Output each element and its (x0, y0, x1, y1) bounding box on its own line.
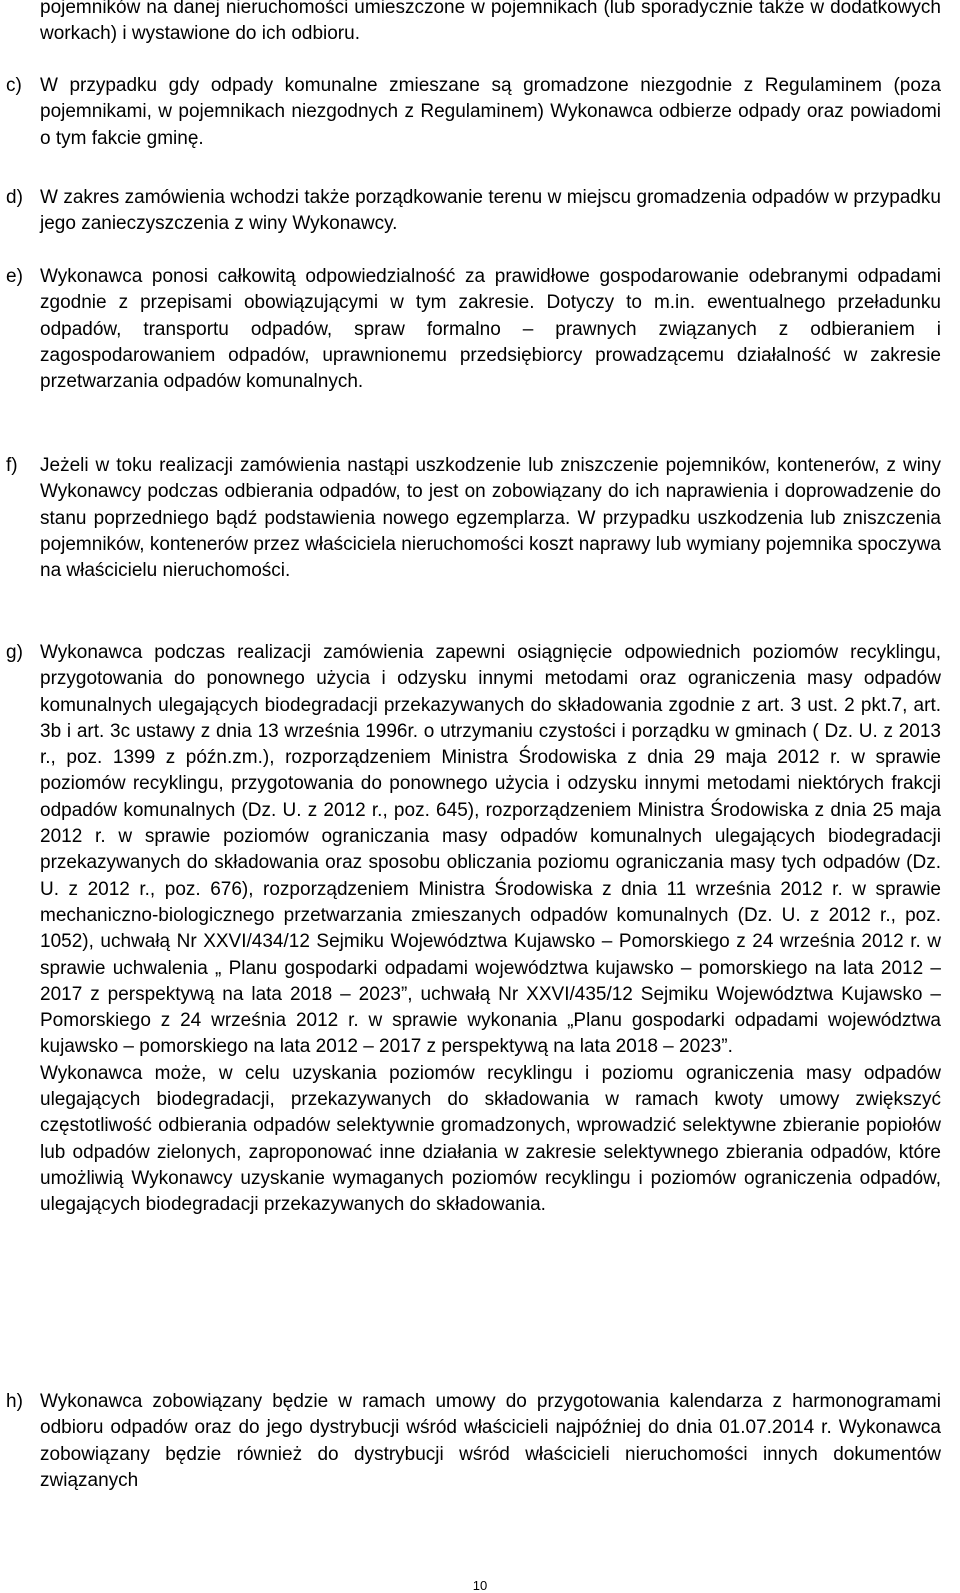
list-item-e (6, 264, 941, 395)
list-marker: e) (6, 266, 23, 287)
list-item-text: W zakres zamówienia wchodzi także porządkowanie terenu w miejscu gromadzenia odpadów w przypadku jego zanieczyszczenia z winy Wykonawcy. (40, 187, 941, 235)
list-item-d (6, 185, 941, 238)
list-marker: h) (6, 1391, 23, 1412)
list-item-text-continued: Wykonawca może, w celu uzyskania poziomów recyklingu i poziomu ograniczenia masy odpadów ulegających biodegradacji, przekazywanych do składowania w ramach kwoty umowy zwiększyć częstotliwość odbierania odpadów selektywnie gromadzonych, wprowadzić selektywne zbieranie popiołów lub odpadów zielonych, zaproponować inne działania w zakresie selektywnego zbierania odpadów, które umożliwią Wykonawcy uzyskanie wymaganych poziomów recyklingu i poziomów ograniczenia odpadów, ulegających biodegradacji przekazywanych do składowania. (40, 1062, 941, 1216)
list-item-text: Wykonawca zobowiązany będzie w ramach umowy do przygotowania kalendarza z harmonogramami odbioru odpadów oraz do jego dystrybucji wśród właścicieli najpóźniej do dnia 01.07.2014 r. Wykonawca zobowiązany będzie również do dystrybucji wśród właścicieli nieruchomości innych dokumentów związanych (40, 1391, 941, 1491)
page-number: 10 (472, 1578, 488, 1593)
list-marker: f) (6, 455, 18, 476)
list-marker: c) (6, 75, 22, 96)
list-item-text: Jeżeli w toku realizacji zamówienia nastąpi uszkodzenie lub zniszczenie pojemników, kontenerów, z winy Wykonawcy podczas odbierania odpadów, to jest on zobowiązany do ich naprawienia i doprowadzenie do stanu poprzedniego bądź podstawienia nowego egzemplarza. W przypadku uszkodzenia lub zniszczenia pojemników, kontenerów przez właściciela nieruchomości koszt naprawy lub wymiany pojemnika spoczywa na właścicielu nieruchomości. (40, 455, 941, 582)
list-marker: g) (6, 642, 23, 663)
list-item-g (6, 640, 941, 1219)
list-item-h (6, 1389, 941, 1494)
paragraph-text: pojemników na danej nieruchomości umieszczone w pojemnikach (lub sporadycznie także w dodatkowych workach) i wystawione do ich odbioru. (40, 0, 941, 45)
list-item-f (6, 453, 941, 584)
list-item-c (6, 73, 941, 152)
list-item-text: Wykonawca ponosi całkowitą odpowiedzialność za prawidłowe gospodarowanie odebranymi odpadami zgodnie z przepisami obowiązującymi w tym zakresie. Dotyczy to m.in. ewentualnego przeładunku odpadów, transportu odpadów, spraw formalno – prawnych związanych z odbieraniem i zagospodarowaniem odpadów, uprawnionemu przedsiębiorcy prowadzącemu działalność w zakresie przetwarzania odpadów komunalnych. (40, 266, 941, 393)
list-item-text: W przypadku gdy odpady komunalne zmieszane są gromadzone niezgodnie z Regulaminem (poza pojemnikami, w pojemnikach niezgodnych z Regulaminem) Wykonawca odbierze odpady oraz powiadomi o tym fakcie gminę. (40, 75, 941, 149)
list-marker: d) (6, 187, 23, 208)
list-item-text: Wykonawca podczas realizacji zamówienia zapewni osiągnięcie odpowiednich poziomów recyklingu, przygotowania do ponownego użycia i odzysku innymi metodami oraz ograniczenia masy odpadów komunalnych ulegających biodegradacji przekazywanych do składowania zgodnie z art. 3 ust. 2 pkt.7, art. 3b i art. 3c ustawy z dnia 13 września 1996r. o utrzymaniu czystości i porządku w gminach ( Dz. U. z 2013 r., poz. 1399 z późn.zm.), rozporządzeniem Ministra Środowiska z dnia 29 maja 2012 r. w sprawie poziomów recyklingu, przygotowania do ponownego użycia i odzysku innymi metodami niektórych frakcji odpadów komunalnych (Dz. U. z 2012 r., poz. 645), rozporządzeniem Ministra Środowiska z dnia 25 maja 2012 r. w sprawie poziomów ograniczania masy odpadów komunalnych ulegających biodegradacji przekazywanych do składowania oraz sposobu obliczania poziomu ograniczania masy tych odpadów (Dz. U. z 2012 r., poz. 676), rozporządzeniem Ministra Środowiska z dnia 11 września 2012 r. w sprawie mechaniczno-biologicznego przetwarzania zmieszanych odpadów komunalnych (Dz. U. z 2012 r., poz. 1052), uchwałą Nr XXVI/434/12 Sejmiku Województwa Kujawsko – Pomorskiego z 24 września 2012 r. w sprawie uchwalenia „ Planu gospodarki odpadami województwa kujawsko – pomorskiego na lata 2012 – 2017 z perspektywą na lata 2018 – 2023”, uchwałą Nr XXVI/435/12 Sejmiku Województwa Kujawsko – Pomorskiego z 24 września 2012 r. w sprawie wykonania „Planu gospodarki odpadami województwa kujawsko – pomorskiego na lata 2012 – 2017 z perspektywą na lata 2018 – 2023”. (40, 642, 941, 1058)
continuation-paragraph (6, 0, 941, 48)
